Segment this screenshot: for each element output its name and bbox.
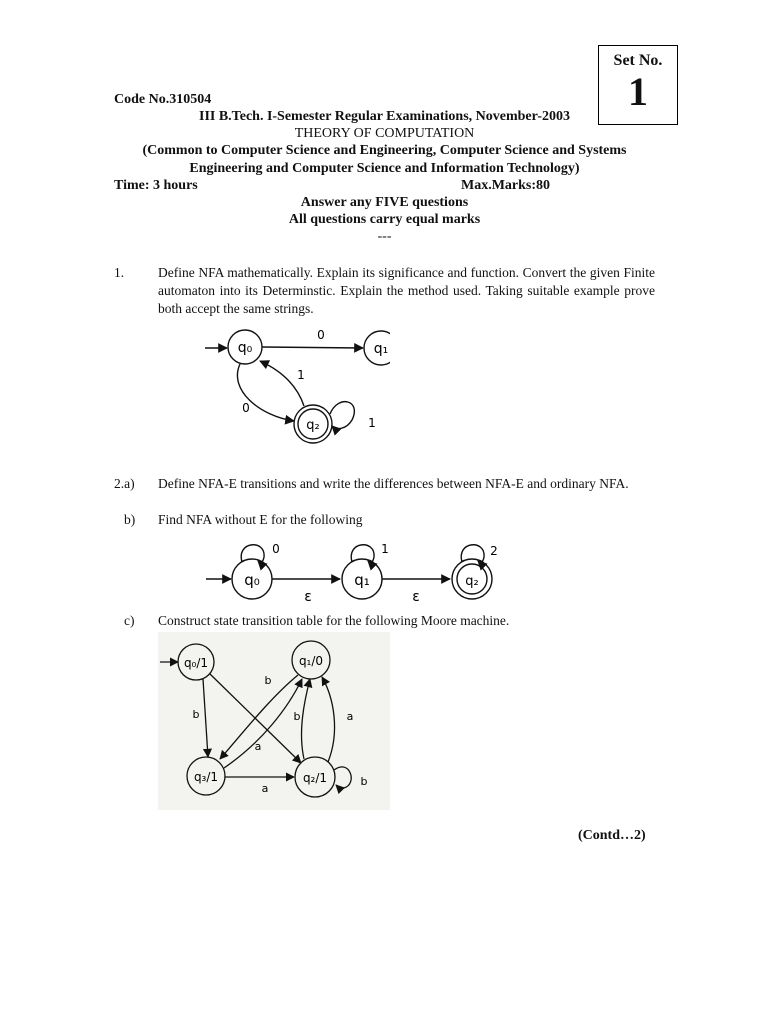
edge-label-q2-q0: 1 (297, 368, 305, 382)
loop-label-q1: 1 (381, 542, 389, 556)
subject-title: THEORY OF COMPUTATION (294, 126, 475, 141)
edge-label-q0-q2: 0 (242, 401, 250, 415)
question-1-text: Define NFA mathematically. Explain its significance and function. Convert the given Finite automaton into its Determinstic. Explain the method used. Taking suitable example prove both accept the same strings. (158, 265, 655, 316)
question-2c-text: Construct state transition table for the following Moore machine. (158, 613, 510, 628)
nfa-diagram-q1 (200, 320, 390, 446)
edge-q2-q1-right (322, 677, 335, 762)
loop-label-q0: 0 (272, 542, 280, 556)
state-label-q3: q₃/1 (193, 770, 219, 784)
state-label-q2: q₂/1 (302, 771, 328, 785)
edge-label-q0-q1: b (264, 674, 272, 687)
state-label-q2: q₂ (306, 418, 320, 433)
common-note-line2: Engineering and Computer Science and Information Technology) (189, 161, 580, 176)
edge-label-q3-q1: a (254, 740, 262, 753)
edge-label-q1-q3: b (293, 710, 301, 723)
self-loop-q2 (334, 767, 351, 788)
loop-label-q2: b (360, 775, 368, 788)
edge-label-q2-self: 1 (368, 416, 376, 430)
state-label-q1: q₁ (373, 341, 389, 357)
instruction-line2: All questions carry equal marks (288, 212, 481, 227)
self-loop-q2 (330, 402, 354, 429)
edge-label-q0-q1: ε (304, 589, 312, 605)
code-number: Code No.310504 (114, 92, 212, 107)
exam-time: Time: 3 hours (114, 178, 198, 193)
instruction-line1: Answer any FIVE questions (300, 195, 469, 210)
state-label-q1: q₁ (354, 571, 370, 589)
question-1-number: 1. (114, 265, 125, 280)
common-note-line1: (Common to Computer Science and Engineering, Computer Science and Systems (142, 143, 627, 158)
edge-q2-q1-left (302, 679, 310, 759)
edge-label-q0-q3: b (192, 708, 200, 721)
state-label-q1: q₁/0 (298, 654, 324, 668)
question-2c-number: c) (124, 613, 135, 628)
moore-machine-diagram-q2c (158, 632, 390, 810)
edge-label-q3-q2: a (261, 782, 269, 795)
state-label-q2: q₂ (465, 574, 479, 589)
nfa-epsilon-diagram-q2b (200, 535, 510, 607)
edge-q0-q3 (203, 679, 208, 757)
state-label-q0: q₀/1 (183, 656, 209, 670)
max-marks: Max.Marks:80 (461, 178, 551, 193)
edge-q0-q1 (262, 347, 363, 348)
question-2b-text: Find NFA without E for the following (158, 512, 363, 527)
edge-label-q2-q1: a (346, 710, 354, 723)
edge-q3-q1 (224, 679, 302, 768)
loop-label-q2: 2 (490, 544, 498, 558)
separator: --- (377, 229, 392, 244)
question-2a-text: Define NFA-E transitions and write the differences between NFA-E and ordinary NFA. (158, 476, 629, 491)
edge-label-q1-q2: ε (412, 589, 420, 605)
set-number: 1 (628, 69, 648, 114)
set-label: Set No. (613, 52, 663, 69)
state-label-q0: q₀ (244, 571, 260, 589)
continued-note: (Contd…2) (578, 828, 646, 843)
question-2b-number: b) (124, 512, 136, 527)
exam-title: III B.Tech. I-Semester Regular Examinations, November-2003 (199, 109, 570, 124)
edge-label-q0-q1: 0 (317, 328, 325, 342)
state-label-q0: q₀ (237, 340, 253, 356)
question-2a-number: 2.a) (114, 476, 135, 491)
